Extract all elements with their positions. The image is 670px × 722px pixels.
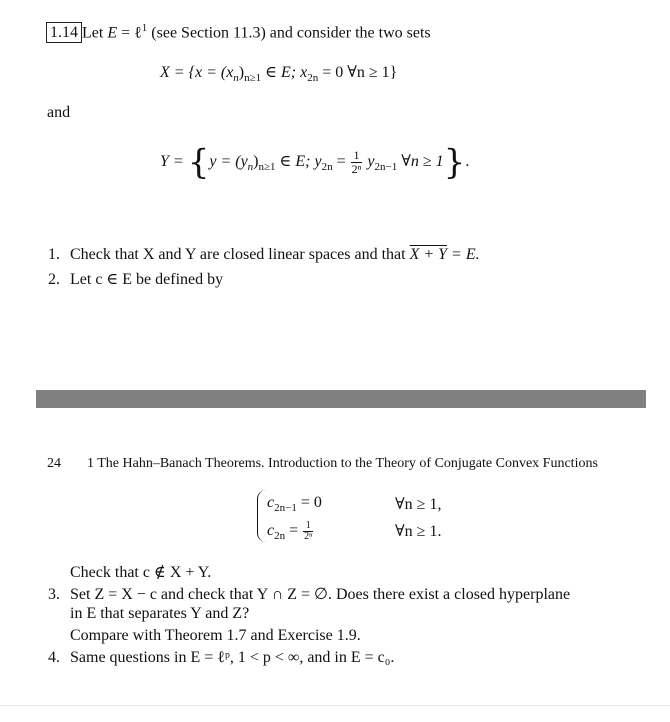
set-x-sub-idx: n≥1	[244, 72, 262, 85]
system-row-2-condition: ∀n ≥ 1.	[395, 523, 442, 540]
set-y-lhs: Y =	[160, 153, 184, 170]
set-y-sub-idx: n≥1	[258, 161, 276, 174]
item-1-text-b: = E.	[447, 246, 480, 263]
item-1-number: 1.	[48, 246, 60, 263]
running-title: 1 The Hahn–Banach Theorems. Introduction to the Theory of Conjugate Convex Functions	[87, 456, 598, 471]
exercise-intro-a: Let	[82, 24, 108, 42]
set-y-e: y	[363, 153, 375, 170]
system-row-2-frac-num: 1	[303, 521, 313, 532]
set-x-rest-b: = 0 ∀n ≥ 1}	[318, 64, 398, 81]
set-x-rest-a: ∈ E; x	[261, 64, 308, 81]
set-y-frac-den: 2ⁿ	[351, 161, 362, 176]
system-row-2-frac-den: 2ⁿ	[304, 530, 313, 542]
set-y-sub-2n1: 2n−1	[374, 161, 398, 174]
set-x-paren: )	[238, 64, 245, 81]
system-row-2-sub: 2n	[274, 530, 286, 543]
page-break-bar	[36, 390, 646, 408]
compare-line: Compare with Theorem 1.7 and Exercise 1.9.	[70, 627, 361, 644]
connector-and: and	[47, 104, 71, 121]
exercise-intro-c: (see Section 11.3) and consider the two sets	[147, 24, 431, 42]
item-4-number: 4.	[48, 649, 60, 666]
set-y-frac-num: 1	[351, 149, 363, 163]
set-y-period: .	[465, 153, 470, 170]
system-row-1	[267, 494, 322, 514]
set-y-sub-2n: 2n	[321, 161, 333, 174]
exercise-header	[46, 17, 431, 44]
item-3-line-2: in E that separates Y and Z?	[70, 605, 250, 622]
item-2	[48, 269, 223, 289]
check-line: Check that c ∉ X + Y.	[70, 564, 212, 581]
item-1	[48, 246, 480, 264]
set-y-b: )	[253, 153, 259, 170]
system-row-1-c: c	[267, 494, 275, 511]
bottom-edge-line	[0, 705, 670, 706]
system-row-2-eq: =	[285, 522, 299, 539]
set-x-definition	[160, 62, 397, 84]
set-y-c: ∈ E; y	[275, 153, 322, 170]
exercise-intro-b: = ℓ	[117, 24, 142, 42]
set-y-sub-n: n	[247, 161, 254, 174]
item-2-number: 2.	[48, 271, 60, 288]
system-row-1-sub: 2n−1	[274, 502, 297, 515]
exercise-number-box: 1.14	[46, 22, 82, 43]
set-y-d: =	[332, 153, 346, 170]
item-4-text: Same questions in E = ℓᵖ, 1 < p < ∞, and in E = c₀.	[70, 649, 395, 666]
exercise-intro-E: E	[107, 24, 118, 42]
set-y-brace-close: }	[443, 142, 466, 183]
item-3-text-1: Set Z = X − c and check that Y ∩ Z = ∅. Does there exist a closed hyperplane	[70, 586, 571, 603]
item-3-number: 3.	[48, 586, 60, 603]
system-row-2-fraction	[303, 521, 313, 542]
set-y-a: y = (y	[209, 153, 248, 170]
system-row-1-condition: ∀n ≥ 1,	[395, 496, 442, 513]
item-1-closure: X + Y	[409, 246, 448, 263]
item-3-line-1	[48, 584, 570, 604]
set-y-brace-open: {	[187, 142, 210, 183]
page-number: 24	[47, 456, 61, 471]
item-4	[48, 649, 394, 667]
system-brace	[257, 490, 266, 542]
set-x-sub-2n: 2n	[307, 72, 319, 85]
system-row-1-eq: = 0	[296, 494, 322, 511]
item-2-text: Let c ∈ E be defined by	[70, 271, 224, 288]
set-y-fraction	[351, 149, 363, 176]
set-y-definition	[160, 142, 469, 182]
system-row-2	[267, 519, 314, 548]
exercise-intro-sup: 1	[141, 22, 148, 34]
set-x-sub-n: n	[233, 72, 239, 85]
system-row-2-c: c	[267, 522, 275, 539]
item-1-text-a: Check that X and Y are closed linear spaces and that	[70, 246, 410, 263]
set-x-text: X = {x = (x	[160, 64, 234, 81]
set-y-f: ∀n ≥ 1	[397, 153, 444, 170]
